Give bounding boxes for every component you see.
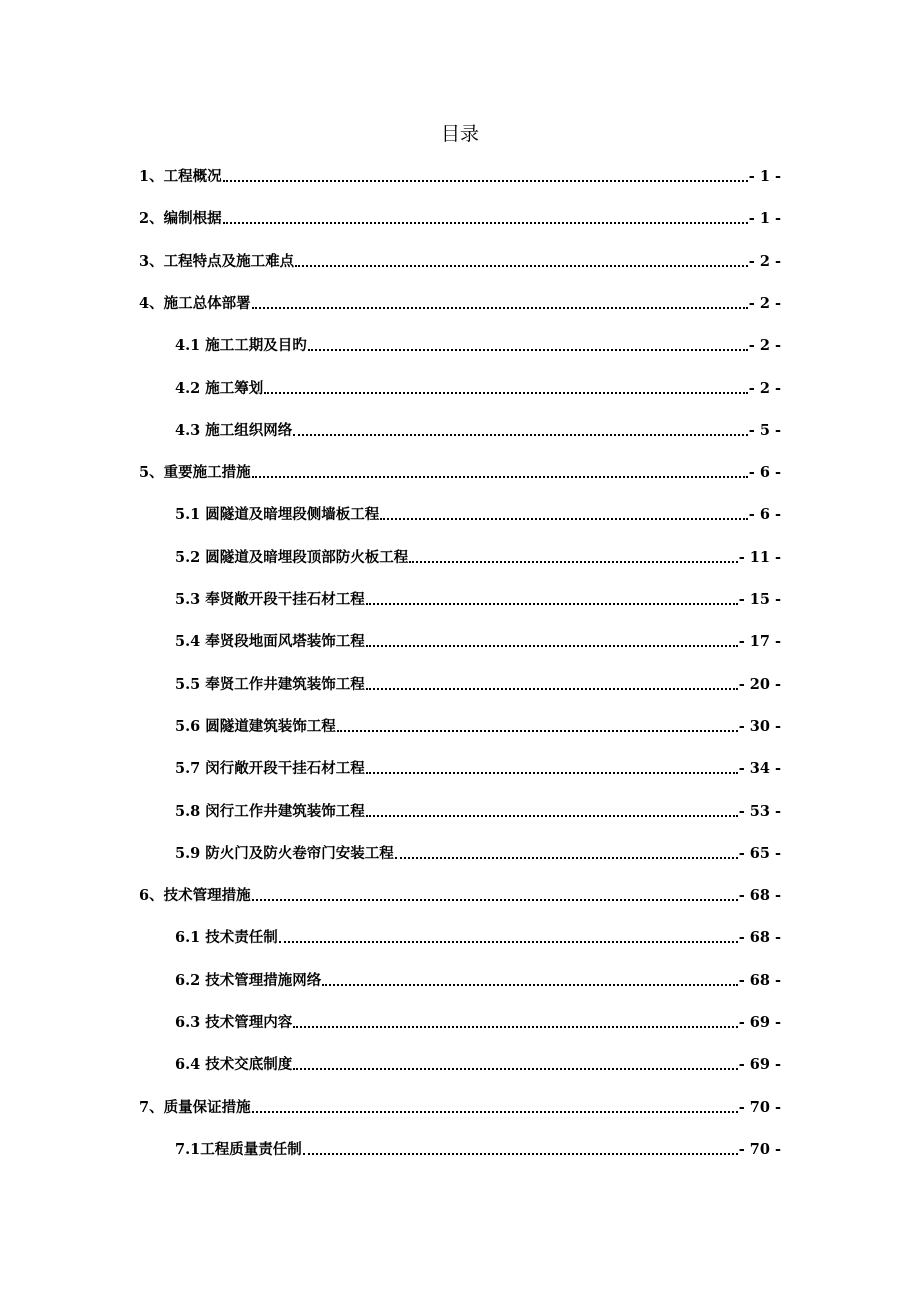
toc-entry-label: 5.6 圆隧道建筑装饰工程	[175, 717, 336, 735]
dot-leader	[380, 505, 747, 525]
toc-entry-page-number: - 68 -	[738, 887, 781, 905]
toc-entry-label: 5.2 圆隧道及暗埋段顶部防火板工程	[175, 548, 409, 566]
toc-entry-page-number: - 5 -	[748, 421, 781, 439]
toc-entry-label: 6.1 技术责任制	[175, 929, 278, 947]
toc-entry-page-number: - 68 -	[738, 929, 781, 947]
toc-entry-page-number: - 69 -	[738, 1056, 781, 1074]
dot-leader	[264, 379, 747, 399]
toc-entry-page-number: - 53 -	[738, 802, 781, 820]
toc-entry-label: 5.9 防火门及防火卷帘门安装工程	[175, 844, 394, 862]
dot-leader	[293, 1013, 737, 1033]
dot-leader	[308, 336, 748, 356]
toc-entry-page-number: - 17 -	[738, 633, 781, 651]
toc-entry[interactable]	[175, 842, 781, 864]
toc-entry-label: 1、工程概况	[139, 168, 222, 185]
toc-entry[interactable]	[175, 334, 781, 356]
toc-entry-label: 6.4 技术交底制度	[175, 1056, 293, 1074]
toc-entry[interactable]	[139, 292, 781, 314]
dot-leader	[295, 252, 748, 272]
toc-entry-page-number: - 2 -	[748, 337, 781, 355]
toc-entry-page-number: - 2 -	[748, 294, 781, 312]
dot-leader	[366, 759, 738, 779]
dot-leader	[322, 971, 737, 991]
toc-entry[interactable]	[139, 461, 781, 483]
dot-leader	[279, 928, 738, 948]
toc-entry-page-number: - 30 -	[738, 717, 781, 735]
toc-entry-page-number: - 1 -	[748, 210, 781, 228]
toc-entry[interactable]	[175, 673, 781, 695]
toc-entry-label: 6.3 技术管理内容	[175, 1014, 293, 1031]
toc-entry-page-number: - 6 -	[748, 464, 781, 482]
dot-leader	[395, 844, 738, 864]
toc-entry-label: 5.1 圆隧道及暗埋段侧墙板工程	[175, 506, 380, 524]
toc-entry-page-number: - 34 -	[738, 760, 781, 778]
toc-entry[interactable]	[175, 757, 781, 779]
toc-entry[interactable]	[175, 715, 781, 737]
toc-entry-label: 5.4 奉贤段地面风塔装饰工程	[175, 633, 365, 651]
toc-entry-label: 4.1 施工工期及目旳	[175, 337, 307, 355]
toc-entry-label: 4、施工总体部署	[139, 294, 251, 312]
toc-entry[interactable]	[139, 250, 781, 272]
dot-leader	[223, 167, 748, 187]
toc-entry[interactable]	[139, 165, 781, 187]
dot-leader	[337, 717, 738, 737]
toc-entry-label: 6.2 技术管理措施网络	[175, 971, 322, 989]
toc-entry-page-number: - 1 -	[748, 168, 781, 185]
dot-leader	[293, 421, 747, 441]
toc-entry[interactable]	[139, 884, 781, 906]
toc-entry[interactable]	[175, 377, 781, 399]
toc-entry-label: 5.8 闵行工作井建筑装饰工程	[175, 802, 365, 820]
toc-entry-label: 5.5 奉贤工作井建筑装饰工程	[175, 675, 365, 693]
toc-entry-label: 6、技术管理措施	[139, 887, 251, 905]
toc-entry-page-number: - 2 -	[748, 379, 781, 397]
dot-leader	[366, 802, 738, 822]
dot-leader	[252, 886, 738, 906]
dot-leader	[366, 590, 738, 610]
dot-leader	[366, 632, 738, 652]
toc-entry-label: 5.3 奉贤敞开段干挂石材工程	[175, 591, 365, 608]
toc-entry-page-number: - 68 -	[738, 971, 781, 989]
toc-entry-page-number: - 20 -	[738, 675, 781, 693]
toc-entry[interactable]	[175, 1011, 781, 1033]
toc-entry[interactable]	[139, 1096, 781, 1118]
dot-leader	[252, 463, 748, 483]
dot-leader	[252, 1098, 738, 1118]
toc-entry-page-number: - 65 -	[738, 844, 781, 862]
dot-leader	[293, 1055, 737, 1075]
toc-entry-label: 4.3 施工组织网络	[175, 421, 293, 439]
toc-entry[interactable]	[139, 207, 781, 229]
toc-entry[interactable]	[175, 1053, 781, 1075]
toc-entry-page-number: - 15 -	[738, 591, 781, 608]
toc-entry[interactable]	[175, 926, 781, 948]
toc-entry[interactable]	[175, 419, 781, 441]
toc-entry-page-number: - 11 -	[738, 548, 781, 566]
toc-entry[interactable]	[175, 969, 781, 991]
dot-leader	[409, 548, 737, 568]
toc-entry-label: 5、重要施工措施	[139, 464, 251, 482]
dot-leader	[366, 675, 738, 695]
toc-entry[interactable]	[175, 630, 781, 652]
toc-entry-page-number: - 69 -	[738, 1014, 781, 1031]
dot-leader	[303, 1140, 738, 1160]
toc-entry-label: 4.2 施工筹划	[175, 379, 264, 397]
dot-leader	[252, 294, 748, 314]
toc-title: 目录	[440, 123, 479, 145]
toc-entry-page-number: - 70 -	[738, 1098, 781, 1116]
toc-entry-label: 7.1工程质量责任制	[175, 1140, 302, 1158]
toc-entry-page-number: - 6 -	[748, 506, 781, 524]
toc-entry-label: 5.7 闵行敞开段干挂石材工程	[175, 760, 365, 778]
toc-entry-page-number: - 70 -	[738, 1140, 781, 1158]
dot-leader	[223, 209, 748, 229]
toc-entry[interactable]	[175, 588, 781, 610]
toc-entry[interactable]	[175, 546, 781, 568]
toc-entry[interactable]	[175, 800, 781, 822]
toc-entry-label: 2、编制根据	[139, 210, 222, 228]
toc-entry-page-number: - 2 -	[748, 252, 781, 270]
toc-entry[interactable]	[175, 503, 781, 525]
toc-entry[interactable]	[175, 1138, 781, 1160]
toc-entry-label: 3、工程特点及施工难点	[139, 252, 295, 270]
toc-entry-label: 7、质量保证措施	[139, 1098, 251, 1116]
